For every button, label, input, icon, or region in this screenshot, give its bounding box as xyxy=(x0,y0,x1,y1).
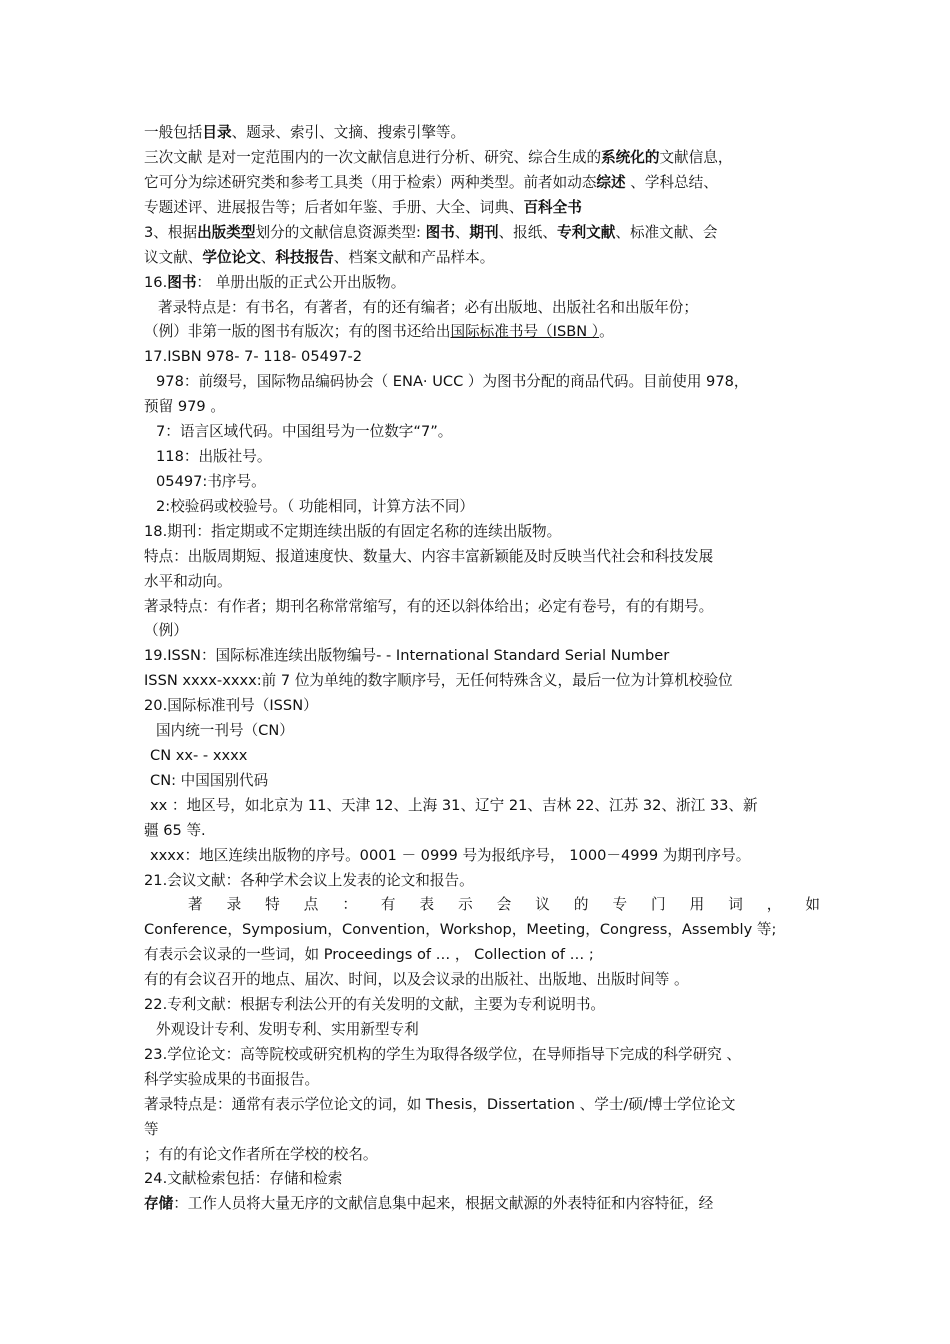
text-line xyxy=(144,248,820,268)
text-run: 有的有会议召开的地点、届次、时间，以及会议录的出版社、出版地、出版时间等 。 xyxy=(144,971,689,988)
text-line xyxy=(144,721,820,741)
text-line xyxy=(144,920,820,940)
bold-text: 期刊 xyxy=(469,224,499,241)
text-run: xx ：地区号，如北京为 11、天津 12、上海 31、辽宁 21、吉林 22、江苏 32、浙江 33、新 xyxy=(150,797,758,814)
text-run: 特点：出版周期短、报道速度快、数量大、内容丰富新颖能及时反映当代社会和科技发展 xyxy=(144,548,714,565)
text-run: 23.学位论文：高等院校或研究机构的学生为取得各级学位，在导师指导下完成的科学研究 、 xyxy=(144,1046,742,1063)
text-line xyxy=(144,123,820,143)
bold-text: 出版类型 xyxy=(197,224,256,241)
text-line xyxy=(144,671,820,691)
bold-text: 百科全书 xyxy=(523,199,582,216)
text-line xyxy=(144,1020,820,1040)
text-run: Conference，Symposium，Convention，Workshop，Meeting，Congress，Assembly 等; xyxy=(144,921,777,938)
text-run: 等 xyxy=(144,1121,159,1138)
text-run: 科学实验成果的书面报告。 xyxy=(144,1071,320,1088)
text-run: 著录特点是：通常有表示学位论文的词，如 Thesis，Dissertation 、学士/硕/博士学位论文 xyxy=(144,1096,736,1113)
text-line xyxy=(144,1194,820,1214)
bold-text: 专利文献 xyxy=(556,224,616,241)
text-run: 著 录 特 点 ： 有 表 示 会 议 的 专 门 用 词 ， 如 xyxy=(188,896,820,913)
text-run: 、报纸、 xyxy=(498,224,557,241)
text-run: 24.文献检索包括：存储和检索 xyxy=(144,1170,343,1187)
text-run: CN: 中国国别代码 xyxy=(150,772,269,789)
bold-text: 综述 xyxy=(596,174,626,191)
text-run: 它可分为综述研究类和参考工具类（用于检索）两种类型。前者如动态 xyxy=(144,174,597,191)
text-run: 议文献、 xyxy=(144,249,203,266)
text-run: 三次文献 是对一定范围内的一次文献信息进行分析、研究、综合生成的 xyxy=(144,149,602,166)
text-run: 外观设计专利、发明专利、实用新型专利 xyxy=(156,1021,419,1038)
text-run: 划分的文献信息资源类型: xyxy=(255,224,426,241)
text-run: 一般包括 xyxy=(144,124,203,141)
text-run: 。 xyxy=(599,323,614,340)
text-run: 疆 65 等. xyxy=(144,822,206,839)
bold-text: 系统化的 xyxy=(601,149,660,166)
text-run: 21.会议文献：各种学术会议上发表的论文和报告。 xyxy=(144,872,474,889)
text-run: （例） xyxy=(144,622,188,639)
bold-text: 目录 xyxy=(202,124,232,141)
text-run: 、标准文献、会 xyxy=(615,224,718,241)
text-line xyxy=(144,298,820,318)
text-run: ： 单册出版的正式公开出版物。 xyxy=(196,274,406,291)
text-run: 05497:书序号。 xyxy=(156,473,266,490)
text-line xyxy=(144,597,820,617)
text-run: 有表示会议录的一些词，如 Proceedings of … ， Collection of … ; xyxy=(144,946,594,963)
text-run: 16. xyxy=(144,274,168,291)
text-line xyxy=(144,572,820,592)
text-line xyxy=(144,273,820,293)
text-run: 、学科总结、 xyxy=(625,174,718,191)
text-line xyxy=(144,771,820,791)
text-line xyxy=(144,397,820,417)
text-line xyxy=(144,347,820,367)
text-run: 978：前缀号，国际物品编码协会（ ENA· UCC ）为图书分配的商品代码。目前使用 978， xyxy=(156,373,749,390)
text-run: 2:校验码或校验号。（ 功能相同，计算方法不同） xyxy=(156,498,475,515)
text-run: 、 xyxy=(260,249,276,266)
bold-text: 科技报告 xyxy=(275,249,334,266)
text-line xyxy=(144,970,820,990)
text-line xyxy=(144,945,820,965)
text-line xyxy=(144,1145,820,1165)
text-run: ；有的有论文作者所在学校的校名。 xyxy=(144,1146,378,1163)
text-run: 预留 979 。 xyxy=(144,398,225,415)
text-line xyxy=(144,895,820,915)
text-line xyxy=(144,472,820,492)
text-line xyxy=(144,223,820,243)
text-line xyxy=(144,621,820,641)
bold-text: 学位论文 xyxy=(202,249,261,266)
bold-text: 图书 xyxy=(167,274,197,291)
text-line xyxy=(144,1045,820,1065)
text-run: 18.期刊：指定期或不定期连续出版的有固定名称的连续出版物。 xyxy=(144,523,562,540)
text-line xyxy=(144,447,820,467)
text-run: ：工作人员将大量无序的文献信息集中起来，根据文献源的外表特征和内容特征，经 xyxy=(173,1195,714,1212)
text-run: 3、根据 xyxy=(144,224,198,241)
text-run: 文献信息， xyxy=(659,149,733,166)
text-run: 著录特点：有作者；期刊名称常常缩写，有的还以斜体给出；必定有卷号，有的有期号。 xyxy=(144,598,714,615)
text-run: 、 xyxy=(454,224,470,241)
text-line xyxy=(144,372,820,392)
text-line xyxy=(144,871,820,891)
text-run: 、档案文献和产品样本。 xyxy=(333,249,495,266)
text-line xyxy=(144,821,820,841)
text-line xyxy=(144,1169,820,1189)
text-line xyxy=(144,696,820,716)
bold-text: 图书 xyxy=(425,224,455,241)
text-line xyxy=(144,1120,820,1140)
text-run: 118：出版社号。 xyxy=(156,448,272,465)
underlined-text: 国际标准书号（ISBN ） xyxy=(450,323,600,340)
text-run: 19.ISSN：国际标准连续出版物编号- - International Standard Serial Number xyxy=(144,647,670,664)
text-run: 专题述评、进展报告等；后者如年鉴、手册、大全、词典、 xyxy=(144,199,524,216)
text-run: ISSN xxxx-xxxx:前 7 位为单纯的数字顺序号，无任何特殊含义，最后一位为计算机校验位 xyxy=(144,672,733,689)
text-line xyxy=(144,1070,820,1090)
text-line xyxy=(144,322,820,342)
text-run: 22.专利文献：根据专利法公开的有关发明的文献，主要为专利说明书。 xyxy=(144,996,606,1013)
text-run: 7：语言区域代码。中国组号为一位数字“7”。 xyxy=(156,423,453,440)
text-line xyxy=(144,173,820,193)
text-line xyxy=(144,846,820,866)
text-line xyxy=(144,1095,820,1115)
text-line xyxy=(144,497,820,517)
text-line xyxy=(144,547,820,567)
text-run: 20.国际标准刊号（ISSN） xyxy=(144,697,318,714)
text-run: 、题录、索引、文摘、搜索引擎等。 xyxy=(231,124,466,141)
text-run: CN xx- - xxxx xyxy=(150,747,248,764)
text-run: （例）非第一版的图书有版次；有的图书还给出 xyxy=(144,323,451,340)
text-line xyxy=(144,995,820,1015)
text-line xyxy=(144,796,820,816)
text-line xyxy=(144,148,820,168)
text-line xyxy=(144,646,820,666)
bold-text: 存储 xyxy=(144,1195,174,1212)
text-run: 著录特点是：有书名，有著者，有的还有编者；必有出版地、出版社名和出版年份； xyxy=(158,299,698,316)
text-line xyxy=(144,198,820,218)
text-line xyxy=(144,522,820,542)
text-line xyxy=(144,746,820,766)
text-run: 国内统一刊号（CN） xyxy=(156,722,294,739)
text-line xyxy=(144,422,820,442)
text-run: 水平和动向。 xyxy=(144,573,232,590)
text-run: xxxx：地区连续出版物的序号。0001 － 0999 号为报纸序号， 1000－4999 为期刊序号。 xyxy=(150,847,751,864)
text-run: 17.ISBN 978- 7- 118- 05497-2 xyxy=(144,348,363,365)
